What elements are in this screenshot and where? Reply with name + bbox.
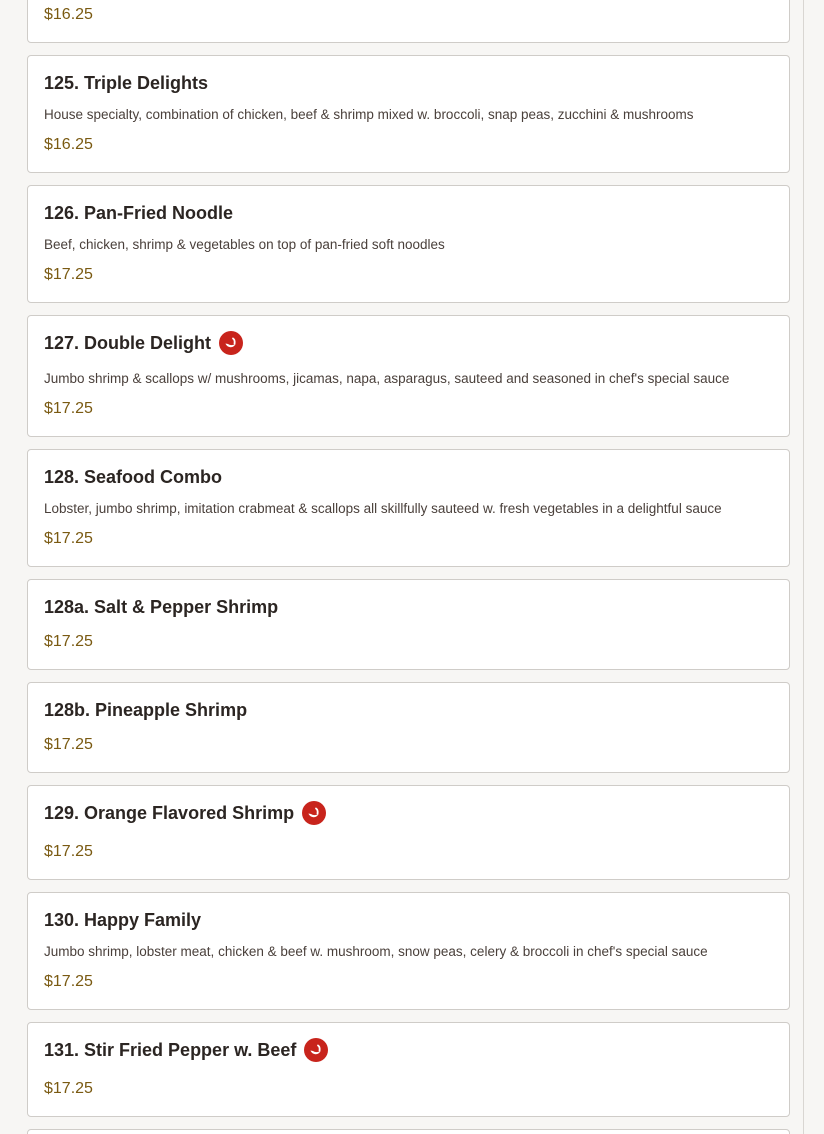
menu-item-card[interactable]	[27, 55, 790, 173]
menu-item-price: $17.25	[44, 973, 93, 990]
menu-item-description: Lobster, jumbo shrimp, imitation crabmeat & scallops all skillfully sauteed w. fresh vegetables in a delightful sauce	[44, 501, 722, 516]
menu-item-description: Jumbo shrimp & scallops w/ mushrooms, jicamas, napa, asparagus, sauteed and seasoned in chef's special sauce	[44, 371, 730, 386]
scroll-rail	[803, 0, 804, 1134]
menu-item-card[interactable]	[27, 1129, 790, 1134]
menu-item-card[interactable]	[27, 315, 790, 437]
menu-item-title: 129. Orange Flavored Shrimp	[44, 803, 295, 823]
menu-item-card[interactable]	[27, 785, 790, 880]
menu-item-price: $16.25	[44, 6, 93, 23]
menu-item-price: $17.25	[44, 266, 93, 283]
menu-item-price: $17.25	[44, 1080, 93, 1097]
menu-item-title: 128. Seafood Combo	[44, 467, 223, 487]
menu-item-title-row	[44, 331, 243, 355]
menu-item-title: 128b. Pineapple Shrimp	[44, 700, 248, 720]
menu-item-title-row	[44, 909, 201, 931]
menu-item-title: 127. Double Delight	[44, 333, 212, 353]
menu-item-title-row	[44, 1038, 328, 1062]
menu-item-description: Jumbo shrimp, lobster meat, chicken & beef w. mushroom, snow peas, celery & broccoli in chef's special sauce	[44, 944, 708, 959]
menu-item-price: $16.25	[44, 136, 93, 153]
menu-item-price: $17.25	[44, 843, 93, 860]
menu-item-title: 128a. Salt & Pepper Shrimp	[44, 597, 279, 617]
menu-item-title: 126. Pan-Fried Noodle	[44, 203, 234, 223]
menu-item-title-row	[44, 466, 222, 488]
menu-item-title: 131. Stir Fried Pepper w. Beef	[44, 1040, 297, 1060]
menu-item-title: 130. Happy Family	[44, 910, 202, 930]
menu-item-title-row	[44, 202, 233, 224]
menu-item-card[interactable]	[27, 0, 790, 43]
menu-item-price: $17.25	[44, 530, 93, 547]
spicy-pepper-icon	[304, 1038, 328, 1062]
spicy-pepper-icon	[219, 331, 243, 355]
menu-item-title-row	[44, 596, 278, 618]
menu-item-title: 125. Triple Delights	[44, 73, 209, 93]
spicy-pepper-icon	[302, 801, 326, 825]
menu-item-price: $17.25	[44, 633, 93, 650]
menu-item-card[interactable]	[27, 185, 790, 303]
menu-item-description: House specialty, combination of chicken, beef & shrimp mixed w. broccoli, snap peas, zucchini & mushrooms	[44, 107, 694, 122]
menu-item-price: $17.25	[44, 736, 93, 753]
menu-item-card[interactable]	[27, 449, 790, 567]
menu-item-card[interactable]	[27, 682, 790, 773]
menu-item-description: Beef, chicken, shrimp & vegetables on top of pan-fried soft noodles	[44, 237, 445, 252]
menu-item-card[interactable]	[27, 1022, 790, 1117]
menu-item-title-row	[44, 72, 208, 94]
menu-item-card[interactable]	[27, 892, 790, 1010]
menu-item-title-row	[44, 699, 247, 721]
menu-item-card[interactable]	[27, 579, 790, 670]
menu-item-price: $17.25	[44, 400, 93, 417]
menu-item-title-row	[44, 801, 326, 825]
